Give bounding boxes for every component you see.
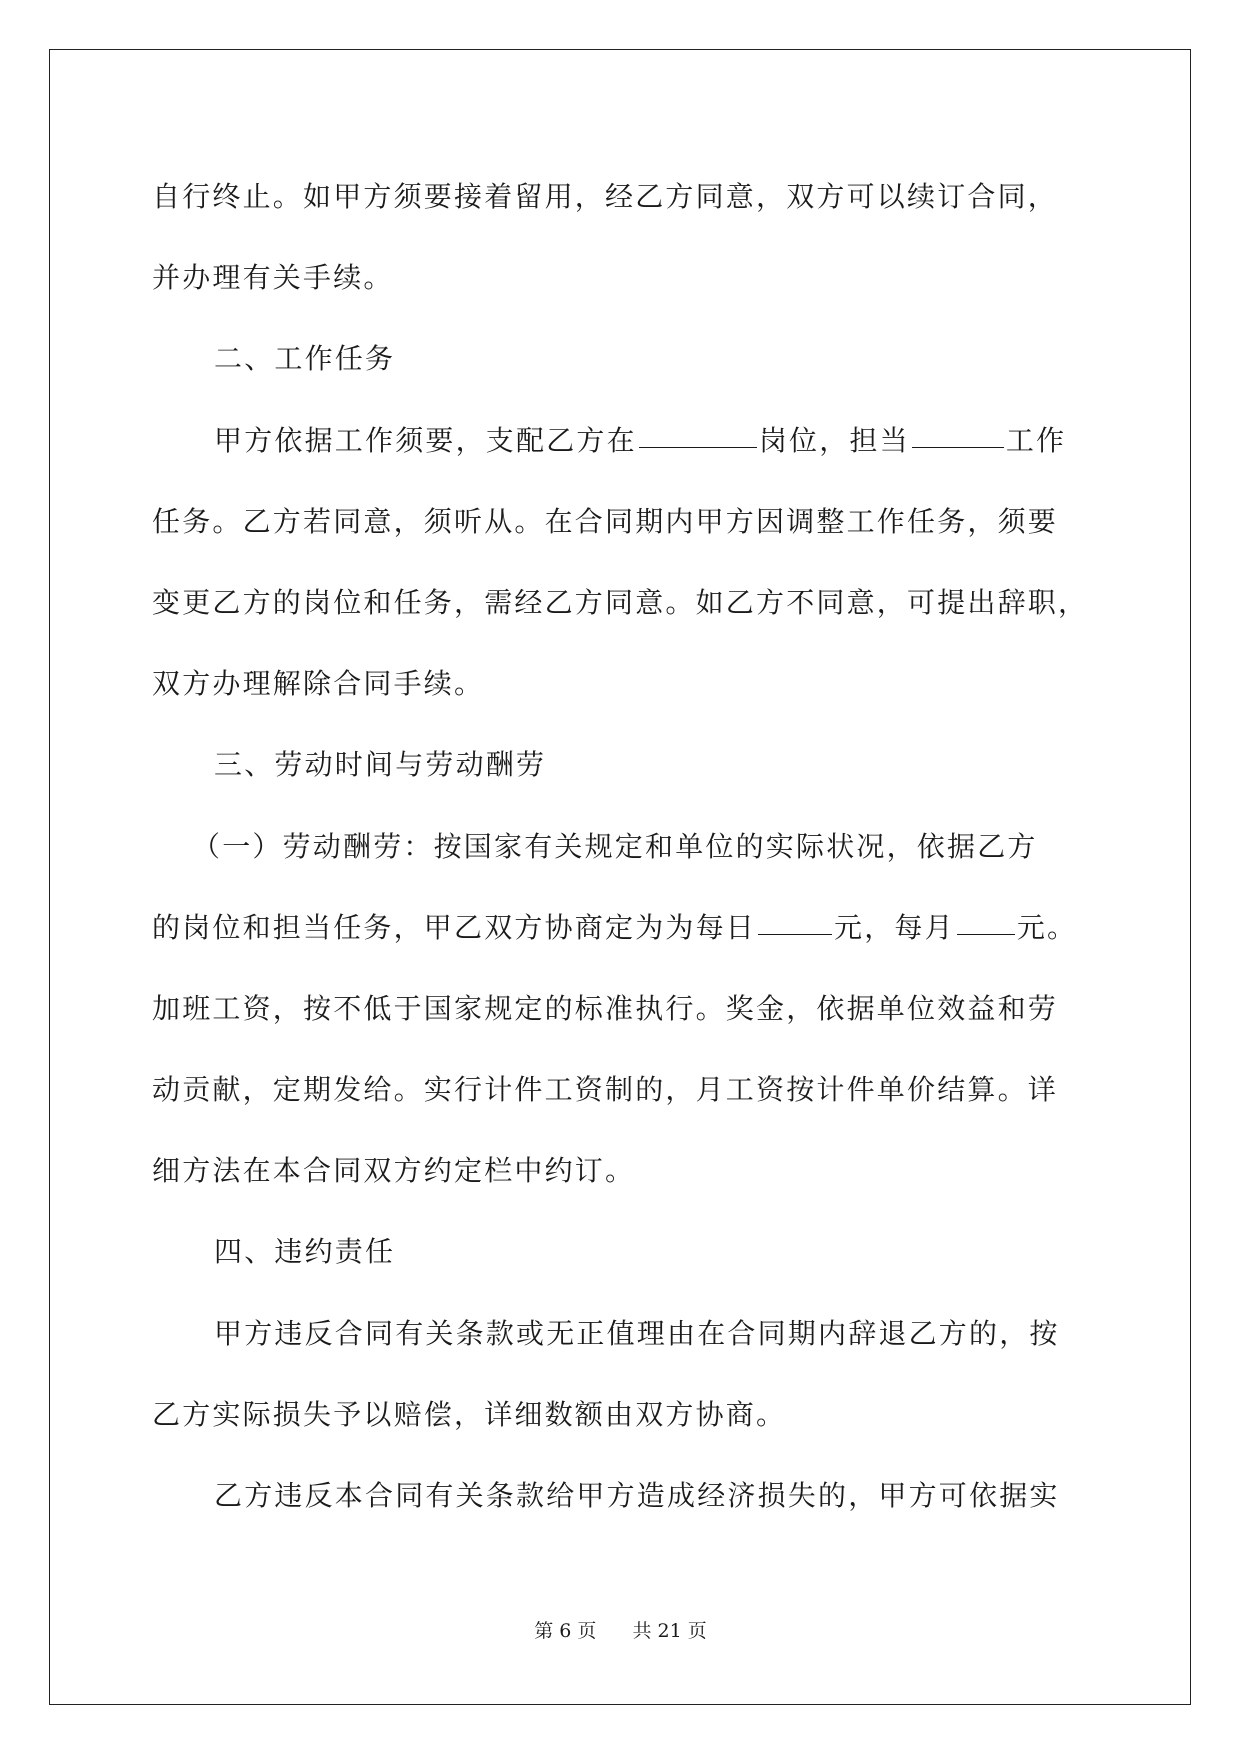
text-line: 并办理有关手续。 [152,261,394,295]
text-line: 动贡献，定期发给。实行计件工资制的，月工资按计件单价结算。详 [152,1073,1059,1107]
fill-in-blank [957,908,1015,935]
section-heading: 三、劳动时间与劳动酬劳 [214,748,547,782]
document-body [152,156,1092,1536]
text-line: 自行终止。如甲方须要接着留用，经乙方同意，双方可以续订合同， [152,180,1059,213]
total-unit: 页 [687,1620,707,1642]
fill-in-blank [912,421,1004,448]
page-unit: 页 [577,1620,597,1642]
text-line: 甲方违反合同有关条款或无正值理由在合同期内辞退乙方的，按 [214,1316,1060,1350]
text-fragment: 甲方依据工作须要，支配乙方在 [214,423,637,457]
text-line-with-blanks [152,400,1092,481]
text-line: 加班工资，按不低于国家规定的标准执行。奖金，依据单位效益和劳 [152,991,1059,1025]
text-fragment: 岗位，担当 [758,423,910,457]
text-fragment: 元。 [1016,910,1078,944]
text-line: 乙方违反本合同有关条款给甲方造成经济损失的，甲方可依据实 [214,1479,1060,1512]
page-indicator [531,1620,599,1642]
text-line: 变更乙方的岗位和任务，需经乙方同意。如乙方不同意，可提出辞职， [152,585,1089,619]
section-heading: 四、违约责任 [214,1235,396,1269]
page-footer [0,1616,1241,1643]
text-line-with-blanks [152,887,1092,968]
page-number: 6 [559,1620,572,1642]
text-line: 乙方实际损失予以赔偿，详细数额由双方协商。 [152,1397,787,1431]
total-label: 共 [632,1620,652,1642]
text-line: 双方办理解除合同手续。 [152,667,485,701]
fill-in-blank [639,421,757,448]
section-heading: 二、工作任务 [214,342,396,376]
text-fragment: 的岗位和担当任务，甲乙双方协商定为为每日 [152,910,757,944]
fill-in-blank [758,908,832,935]
text-line: 任务。乙方若同意，须听从。在合同期内甲方因调整工作任务，须要 [152,504,1059,538]
total-pages-indicator [630,1620,710,1642]
text-fragment: 工作 [1005,423,1067,457]
text-line: 细方法在本合同双方约定栏中约订。 [152,1154,636,1188]
text-line: （一）劳动酬劳：按国家有关规定和单位的实际状况，依据乙方 [192,829,1038,863]
text-fragment: 元，每月 [834,910,955,944]
page-label: 第 [534,1620,554,1642]
total-number: 21 [657,1620,682,1642]
